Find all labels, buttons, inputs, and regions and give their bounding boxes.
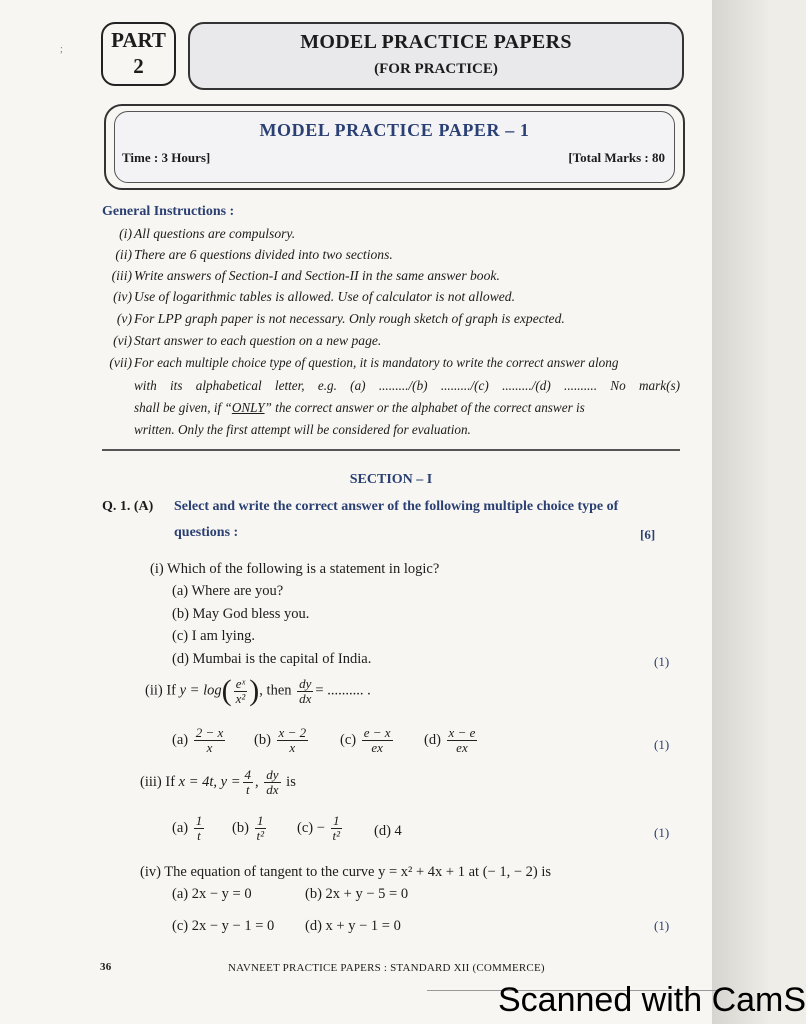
fraction: $\frac{2 - x}{x}$ [195, 725, 224, 755]
option: (b) $\frac{1}{\text{t²}}$ [232, 813, 265, 843]
fraction: $\frac{x - e}{ex}$ [448, 725, 476, 755]
header-title: MODEL PRACTICE PAPERS [300, 31, 572, 53]
paren-open: ( [221, 674, 232, 707]
option: (c) $\frac{e - x}{ex}$ [340, 725, 391, 755]
expr: , then [259, 682, 292, 699]
option: (b) May God bless you. [172, 606, 310, 622]
fraction: $\frac{dy}{dx}$ [299, 675, 312, 706]
question-mark: (1) [654, 918, 670, 933]
page-edge-shadow [712, 0, 768, 1024]
scanner-watermark: Scanned with CamS [498, 981, 806, 1019]
instruction-text: Write answers of Section-I and Section-II in the same answer book. [134, 268, 500, 283]
fraction: $\frac{1}{\text{t²}}$ [332, 813, 341, 843]
question-mark: (1) [654, 737, 670, 752]
fraction: $\frac{x - 2}{x}$ [278, 725, 307, 755]
stem-prefix: (ii) If [145, 682, 176, 699]
question-text: Select and write the correct answer of the following multiple choice type of [174, 499, 619, 514]
instruction-continuation [134, 400, 585, 416]
question-stem: (iv) The equation of tangent to the curve y = x² + 4x + 1 at (− 1, − 2) is [140, 864, 551, 880]
question-stem: (iii) If x = 4t, y = $\frac{4}{t}$ , $\frac{dy}{dx}$ is [140, 767, 296, 797]
part-label: PART [111, 28, 166, 52]
instruction-continuation: with its alphabetical letter, e.g. (a) ........./(b) ........./(c) ........./(d) .......... No mark(s) [134, 378, 680, 393]
instruction-text: For LPP graph paper is not necessary. Only rough sketch of graph is expected. [134, 311, 565, 326]
fraction: $\frac{dy}{dx}$ [266, 767, 279, 797]
paper-title: MODEL PRACTICE PAPER – 1 [259, 120, 530, 140]
footer-title: NAVNEET PRACTICE PAPERS : STANDARD XII (COMMERCE) [228, 962, 545, 974]
instruction-num: (ii) [115, 247, 132, 262]
option: (a) 2x − y = 0 [172, 886, 252, 902]
part-number: 2 [133, 54, 144, 78]
instruction-fragment: shall be given, if “ [134, 400, 232, 415]
option: (c) − $\frac{1}{\text{t²}}$ [297, 813, 341, 843]
instruction-continuation: written. Only the first attempt will be considered for evaluation. [134, 422, 471, 437]
divider [102, 449, 680, 451]
fraction: $\frac{4}{t}$ [244, 767, 252, 797]
option: (b) 2x + y − 5 = 0 [305, 886, 409, 902]
instruction-num: (vii) [109, 355, 132, 370]
paren-close: ) [249, 674, 260, 707]
option: (b) $\frac{x - 2}{x}$ [254, 725, 307, 755]
question-marks: [6] [640, 527, 656, 542]
option: (d) $\frac{x - e}{ex}$ [424, 725, 476, 755]
header-banner [188, 22, 684, 90]
instruction-fragment: ” the correct answer or the alphabet of the correct answer is [264, 400, 585, 415]
instruction-text: All questions are compulsory. [134, 226, 296, 241]
instruction-num: (iv) [113, 289, 132, 304]
question-mark: (1) [654, 654, 670, 669]
option: (d) x + y − 1 = 0 [305, 918, 401, 934]
instruction-text: There are 6 questions divided into two sections. [134, 247, 393, 262]
expr: = .......... . [315, 682, 371, 699]
header-subtitle: (FOR PRACTICE) [374, 61, 498, 77]
fraction: $\frac{1}{\text{t²}}$ [256, 813, 265, 843]
question-label: Q. 1. (A) [102, 499, 154, 514]
instruction-text: For each multiple choice type of question, it is mandatory to write the correct answer along [134, 355, 619, 370]
instruction-num: (iii) [111, 268, 132, 283]
time-label: Time : 3 Hours] [122, 150, 211, 165]
fraction: $\frac{1}{t}$ [195, 813, 203, 843]
instruction-num: (v) [116, 311, 132, 326]
instructions-title: General Instructions : [102, 204, 235, 219]
fraction: $\frac{\text{eˣ}}{\text{x²}}$ [235, 675, 246, 706]
expr: y = log [179, 682, 222, 699]
instruction-num: (vi) [113, 333, 132, 348]
instruction-text: Start answer to each question on a new page. [134, 333, 382, 348]
fraction: $\frac{e - x}{ex}$ [363, 725, 391, 755]
option: (a) Where are you? [172, 583, 284, 599]
question-mark: (1) [654, 825, 670, 840]
question-stem [145, 676, 371, 706]
page-number: 36 [100, 961, 112, 973]
instruction-text: Use of logarithmic tables is allowed. Use of calculator is not allowed. [134, 289, 515, 304]
instruction-num: (i) [119, 226, 132, 241]
option: (a) $\frac{2 - x}{x}$ [172, 725, 224, 755]
total-marks-label: [Total Marks : 80 [568, 150, 665, 165]
option: (c) 2x − y − 1 = 0 [172, 918, 275, 934]
option: (d) 4 [374, 823, 402, 839]
question-text-cont: questions : [174, 525, 239, 540]
question-stem: (i) Which of the following is a statement in logic? [150, 561, 440, 577]
instruction-emphasis: ONLY [231, 400, 265, 415]
section-heading: SECTION – I [349, 472, 433, 487]
margin-mark: ; [60, 44, 63, 55]
option: (a) $\frac{1}{t}$ [172, 813, 203, 843]
option: (d) Mumbai is the capital of India. [172, 651, 372, 667]
option: (c) I am lying. [172, 628, 255, 644]
part-badge [101, 22, 176, 86]
